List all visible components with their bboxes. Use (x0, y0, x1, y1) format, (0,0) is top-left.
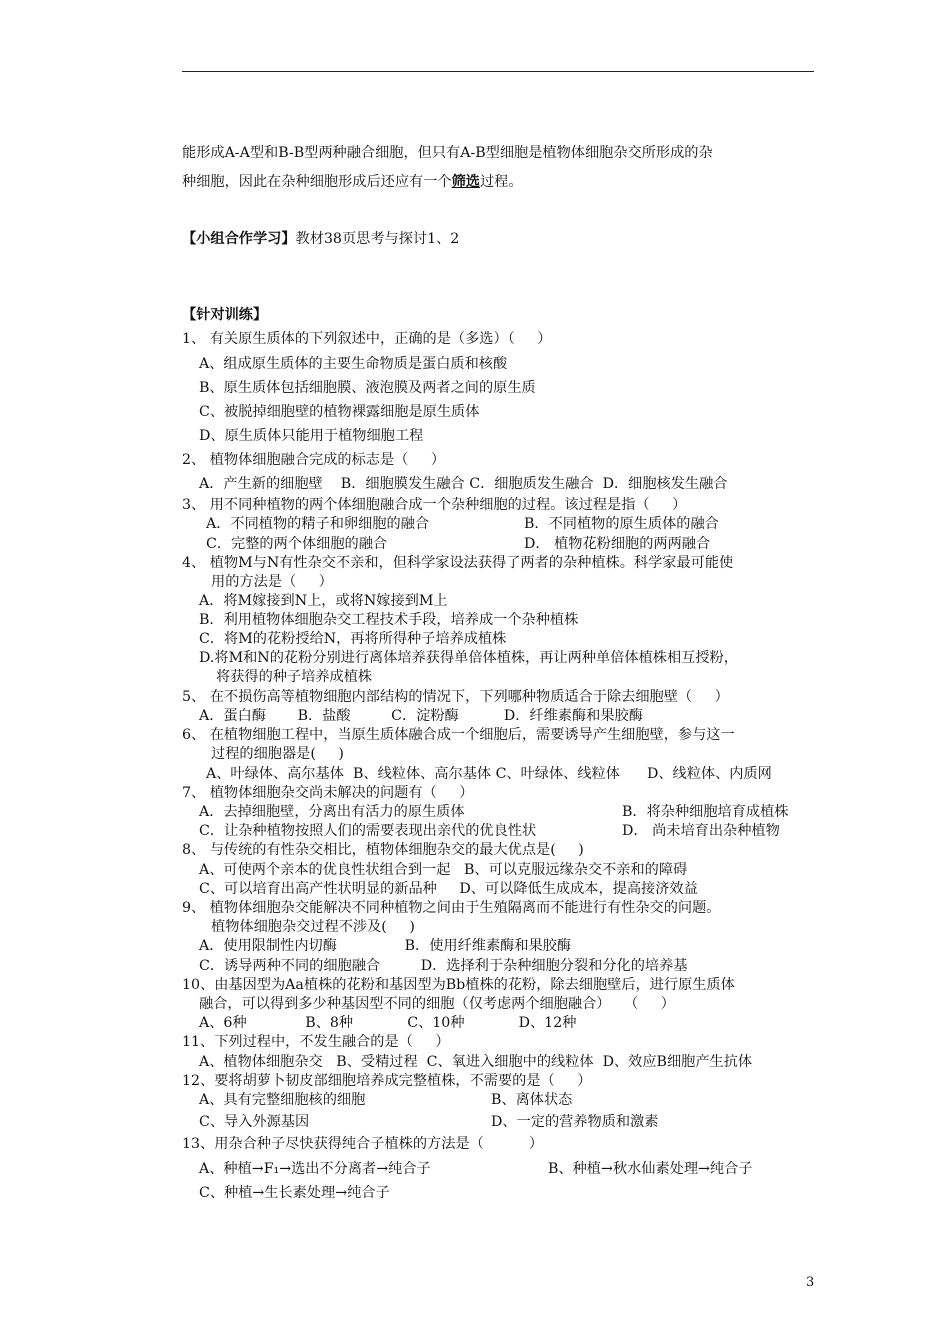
question-12: 12、要将胡萝卜韧皮部细胞培养成完整植株，不需要的是（ ） (182, 1073, 592, 1089)
q1-option-c: C、被脱掉细胞壁的植物裸露细胞是原生质体 (199, 404, 480, 420)
q4-option-c: C．将M的花粉授给N，再将所得种子培养成植株 (199, 631, 507, 647)
q3-option-b: B．不同植物的原生质体的融合 (524, 516, 719, 532)
question-4: 4、 植物M与N有性杂交不亲和，但科学家设法获得了两者的杂种植株。科学家最可能使 (182, 555, 734, 571)
q7-option-a: A．去掉细胞壁，分离出有活力的原生质体 (199, 804, 465, 820)
q1-option-a: A、组成原生质体的主要生命物质是蛋白质和核酸 (199, 356, 508, 372)
group-study-text: 教材38页思考与探讨1、2 (295, 231, 460, 247)
q12-option-d: D、一定的营养物质和激素 (491, 1114, 659, 1130)
question-1: 1、 有关原生质体的下列叙述中，正确的是（多选）（ ） (182, 331, 552, 347)
q13-option-b: B、种植→秋水仙素处理→纯合子 (548, 1161, 753, 1177)
q12-option-b: B、离体状态 (491, 1092, 573, 1108)
q13-option-a: A、种植→F₁→选出不分离者→纯合子 (199, 1161, 431, 1177)
question-5: 5、 在不损伤高等植物细胞内部结构的情况下，下列哪种物质适合于除去细胞壁（ ） (182, 689, 729, 705)
q8-options-cd: C、可以培育出高产性状明显的新品种 D、可以降低生成成本，提高接济效益 (199, 881, 698, 897)
q3-option-a: A．不同植物的精子和卵细胞的融合 (206, 516, 430, 532)
q9-options-ab: A．使用限制性内切酶 B．使用纤维素酶和果胶酶 (199, 938, 572, 954)
q6-options: A、叶绿体、高尔基体 B、线粒体、高尔基体 C、叶绿体、线粒体 D、线粒体、内质网 (206, 766, 772, 782)
q4-option-b: B．利用植物体细胞杂交工程技术手段，培养成一个杂种植株 (199, 612, 579, 628)
keyword-screening: 筛选 (451, 174, 480, 190)
q10-options: A、6种 B、8种 C、10种 D、12种 (199, 1015, 577, 1031)
question-6-cont: 过程的细胞器是( ) (211, 746, 344, 762)
q7-option-c: C．让杂种植物按照人们的需要表现出亲代的优良性状 (199, 823, 537, 839)
q4-option-d-cont: 将获得的种子培养成植株 (216, 669, 373, 685)
q11-options: A、植物体细胞杂交 B、受精过程 C、氧进入细胞中的线粒体 D、效应B细胞产生抗体 (199, 1054, 753, 1070)
question-10: 10、由基因型为Aa植株的花粉和基因型为Bb植株的花粉，除去细胞壁后，进行原生质体 (182, 977, 735, 993)
group-study-label: 【小组合作学习】 (182, 231, 296, 247)
question-7: 7、 植物体细胞杂交尚未解决的问题有（ ） (182, 785, 474, 801)
q9-options-cd: C．诱导两种不同的细胞融合 D．选择利于杂种细胞分裂和分化的培养基 (199, 958, 688, 974)
q7-option-d: D． 尚未培育出杂种植物 (622, 823, 780, 839)
question-8: 8、 与传统的有性杂交相比，植物体细胞杂交的最大优点是( ) (182, 842, 584, 858)
intro-line-2 (182, 172, 523, 192)
question-13: 13、用杂合种子尽快获得纯合子植株的方法是（ ） (182, 1136, 544, 1152)
page-number: 3 (806, 1275, 815, 1290)
q5-options: A．蛋白酶 B．盐酸 C．淀粉酶 D．纤维素酶和果胶酶 (199, 708, 643, 724)
group-study (182, 229, 459, 249)
question-10-cont: 融合，可以得到多少种基因型不同的细胞（仅考虑两个细胞融合） （ ） (199, 996, 675, 1012)
intro-line-2-text: 种细胞，因此在杂种细胞形成后还应有一个 (182, 174, 452, 190)
q8-options-ab: A、可使两个亲本的优良性状组合到一起 B、可以克服远缘杂交不亲和的障碍 (199, 862, 688, 878)
intro-line-1: 能形成A-A型和B-B型两种融合细胞，但只有A-B型细胞是植物体细胞杂交所形成的杂 (182, 145, 713, 161)
q3-option-d: D． 植物花粉细胞的两两融合 (524, 536, 711, 552)
question-9-cont: 植物体细胞杂交过程不涉及( ) (211, 919, 415, 935)
q1-option-d: D、原生质体只能用于植物细胞工程 (199, 428, 424, 444)
q2-options: A．产生新的细胞壁 B．细胞膜发生融合 C．细胞质发生融合 D．细胞核发生融合 (199, 476, 728, 492)
q4-option-d: D.将M和N的花粉分别进行离体培养获得单倍体植株，再让两种单倍体植株相互授粉， (199, 650, 738, 666)
question-3: 3、 用不同种植物的两个体细胞融合成一个杂种细胞的过程。该过程是指（ ） (182, 497, 687, 513)
q12-option-a: A、具有完整细胞核的细胞 (199, 1092, 366, 1108)
q12-option-c: C、导入外源基因 (199, 1114, 310, 1130)
question-9: 9、 植物体细胞杂交能解决不同种植物之间由于生殖隔离而不能进行有性杂交的问题。 (182, 900, 721, 916)
q3-option-c: C．完整的两个体细胞的融合 (206, 536, 388, 552)
q13-option-c: C、种植→生长素处理→纯合子 (199, 1185, 390, 1201)
intro-line-2-end: 过程。 (479, 174, 523, 190)
question-6: 6、 在植物细胞工程中，当原生质体融合成一个细胞后，需要诱导产生细胞壁，参与这一 (182, 727, 735, 743)
question-11: 11、下列过程中，不发生融合的是（ ） (182, 1034, 450, 1050)
question-2: 2、 植物体细胞融合完成的标志是（ ） (182, 452, 446, 468)
header-rule (182, 71, 814, 72)
question-4-cont: 用的方法是（ ） (211, 574, 333, 590)
q7-option-b: B．将杂种细胞培育成植株 (622, 804, 789, 820)
training-heading: 【针对训练】 (182, 307, 268, 323)
q4-option-a: A．将M嫁接到N上，或将N嫁接到M上 (199, 593, 448, 609)
q1-option-b: B、原生质体包括细胞膜、液泡膜及两者之间的原生质 (199, 380, 536, 396)
